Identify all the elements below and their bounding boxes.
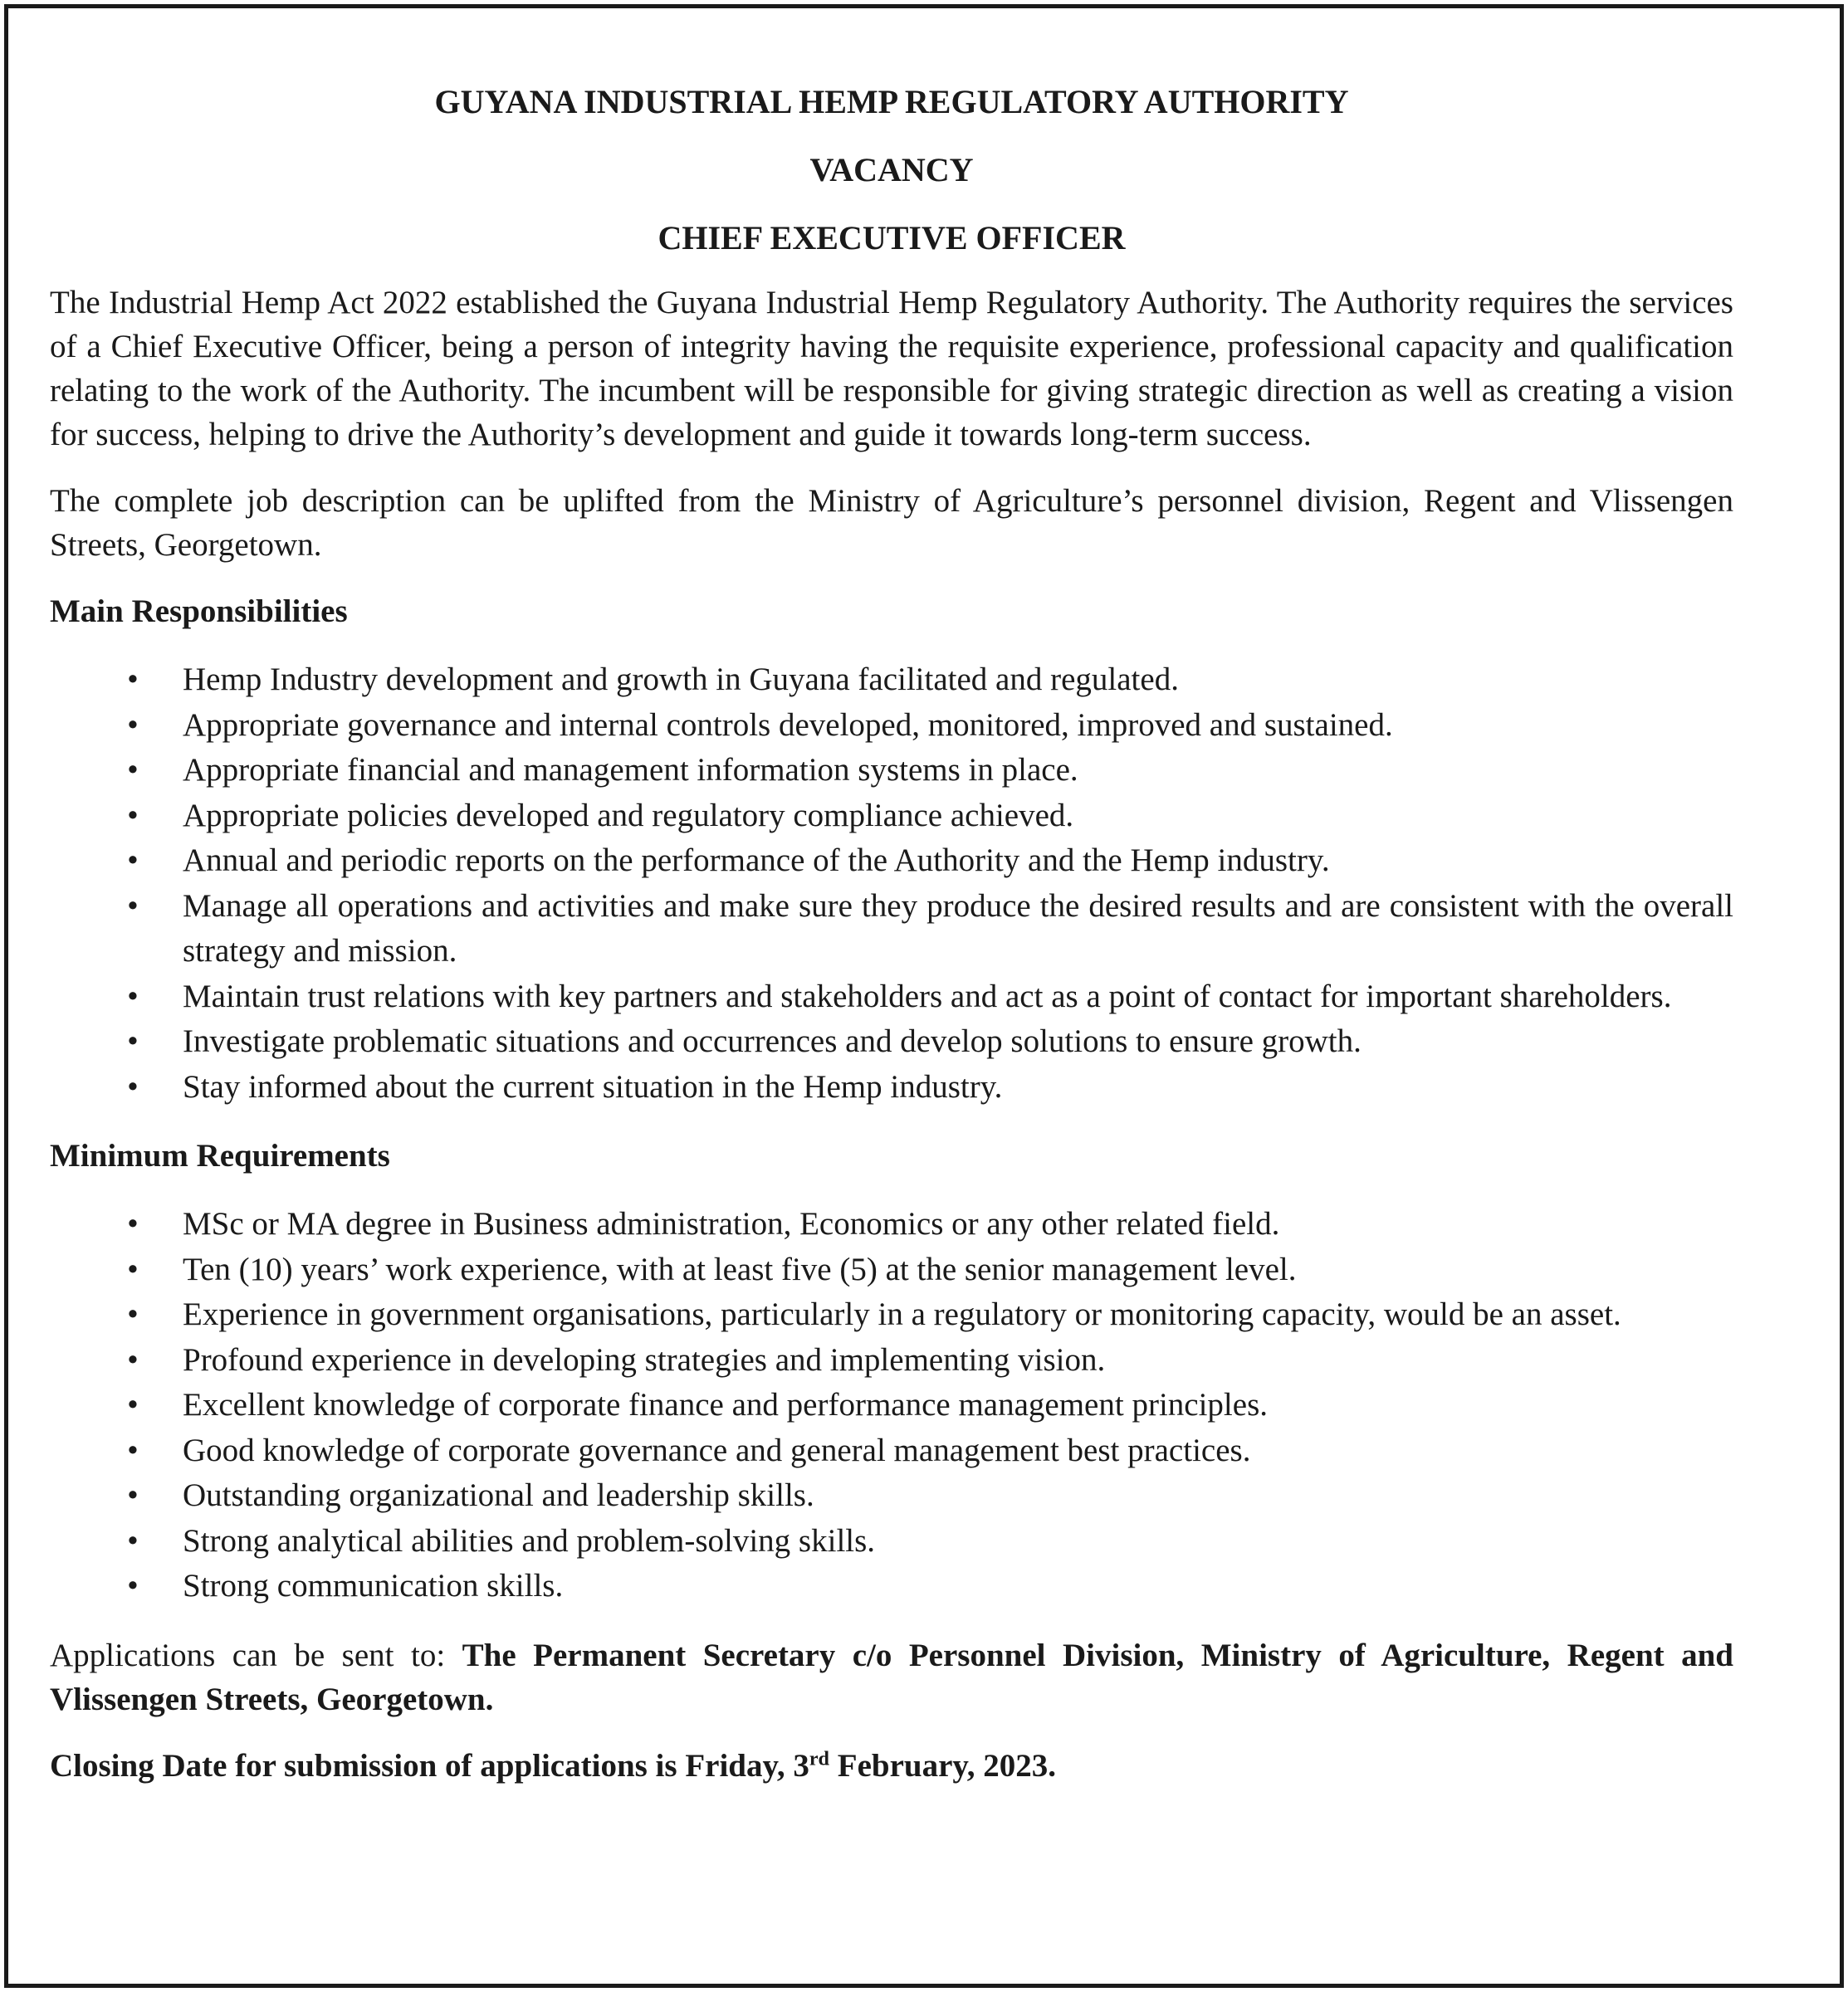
list-item: • Appropriate governance and internal controls developed, monitored, improved and sustained. (50, 703, 1733, 749)
list-item: • Appropriate financial and management information systems in place. (50, 748, 1733, 793)
organization-title: GUYANA INDUSTRIAL HEMP REGULATORY AUTHORITY (434, 83, 1349, 120)
intro-paragraph: The Industrial Hemp Act 2022 established the Guyana Industrial Hemp Regulatory Authority. The Authority requires the services of a Chief Executive Officer, being a person of integrity having the requisite experience, professional capacity and qualification relating to the work of the Authority. The incumbent will be responsible for giving strategic direction as well as creating a vision for success, helping to drive the Authority’s development and guide it towards long-term success. (50, 285, 1733, 452)
bullet-icon: • (127, 1068, 139, 1105)
list-item: • Strong communication skills. (50, 1564, 1733, 1609)
bullet-icon: • (127, 662, 139, 697)
applications-paragraph (50, 1633, 1733, 1721)
closing-date: Closing Date for submission of applications is Friday, 3rd February, 2023. (50, 1747, 1056, 1784)
bullet-icon: • (127, 1251, 139, 1287)
list-item: • Strong analytical abilities and problem-solving skills. (50, 1519, 1733, 1565)
list-item: • Maintain trust relations with key partners and stakeholders and act as a point of contact for important shareholders. (50, 974, 1733, 1020)
list-item: • Outstanding organizational and leadership skills. (50, 1473, 1733, 1519)
list-item: • Experience in government organisations, particularly in a regulatory or monitoring capacity, would be an asset. (50, 1292, 1733, 1338)
position-title: CHIEF EXECUTIVE OFFICER (658, 219, 1126, 256)
bullet-icon: • (127, 1387, 139, 1423)
bullet-icon: • (127, 1341, 139, 1378)
bullet-icon: • (127, 887, 139, 924)
vacancy-notice (50, 81, 1733, 1810)
applications-address: The Permanent Secretary c/o Personnel Division, Ministry of Agriculture, Regent and Vlissengen Streets, Georgetown. (50, 1637, 1733, 1717)
list-item: • Investigate problematic situations and occurrences and develop solutions to ensure growth. (50, 1019, 1733, 1065)
list-item: • Good knowledge of corporate governance and general management best practices. (50, 1428, 1733, 1474)
list-item: • Annual and periodic reports on the performance of the Authority and the Hemp industry. (50, 838, 1733, 884)
bullet-icon: • (127, 1023, 139, 1059)
bullet-icon: • (127, 842, 139, 878)
requirements-heading: Minimum Requirements (50, 1138, 390, 1174)
bullet-icon: • (127, 1522, 139, 1559)
bullet-icon: • (127, 1477, 139, 1513)
bullet-icon: • (127, 1432, 139, 1468)
bullet-icon: • (127, 1296, 139, 1332)
bullet-icon: • (127, 978, 139, 1014)
list-item: • Manage all operations and activities and make sure they produce the desired results and are consistent with the overall strategy and mission. (50, 884, 1733, 974)
requirements-list (50, 1202, 1733, 1609)
bullet-icon: • (127, 1206, 139, 1242)
list-item: • Hemp Industry development and growth in Guyana facilitated and regulated. (50, 657, 1733, 703)
responsibilities-heading: Main Responsibilities (50, 593, 348, 629)
job-description-paragraph: The complete job description can be uplifted from the Ministry of Agriculture’s personnel division, Regent and Vlissengen Streets, Georgetown. (50, 483, 1733, 563)
list-item: • Appropriate policies developed and regulatory compliance achieved. (50, 793, 1733, 839)
list-item: • MSc or MA degree in Business administration, Economics or any other related field. (50, 1202, 1733, 1247)
list-item: • Stay informed about the current situation in the Hemp industry. (50, 1065, 1733, 1111)
ordinal-suffix: rd (809, 1747, 830, 1770)
list-item: • Profound experience in developing strategies and implementing vision. (50, 1338, 1733, 1384)
bullet-icon: • (127, 797, 139, 833)
vacancy-label: VACANCY (809, 151, 974, 188)
list-item: • Ten (10) years’ work experience, with at least five (5) at the senior management level. (50, 1247, 1733, 1293)
list-item: • Excellent knowledge of corporate finance and performance management principles. (50, 1383, 1733, 1428)
bullet-icon: • (127, 706, 139, 743)
responsibilities-list (50, 657, 1733, 1110)
bullet-icon: • (127, 752, 139, 788)
applications-lead: Applications can be sent to: (50, 1637, 462, 1673)
bullet-icon: • (127, 1568, 139, 1604)
